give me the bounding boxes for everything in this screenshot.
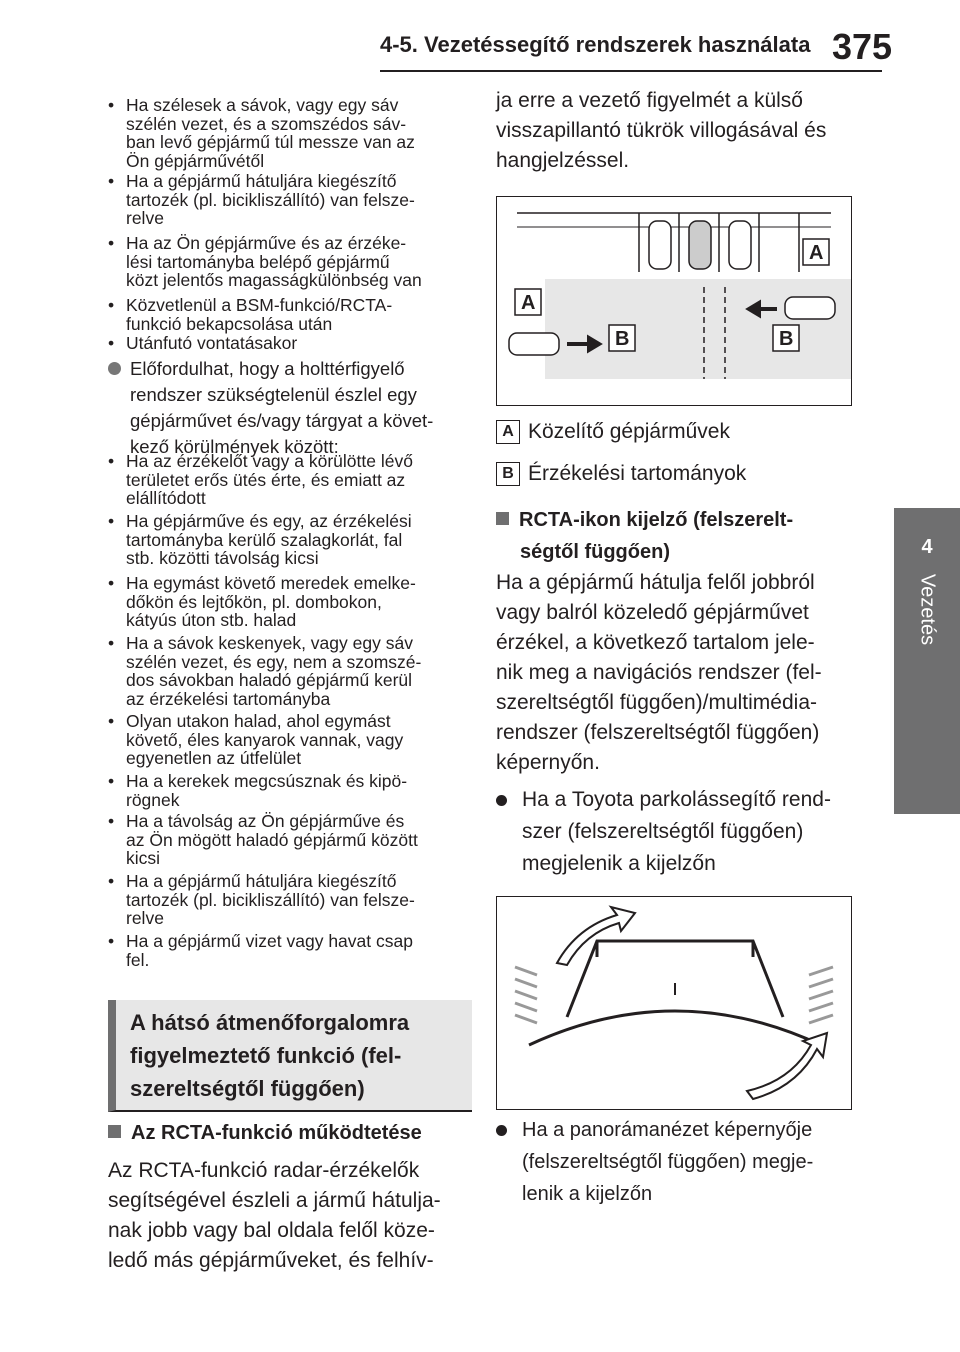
chapter-side-tab [894, 508, 960, 814]
legend-key: B [496, 462, 520, 486]
label-a: A [521, 292, 536, 314]
legend-key: A [496, 420, 520, 444]
detection-area [545, 279, 851, 379]
parked-car [689, 221, 711, 269]
square-bullet-icon [108, 1125, 121, 1138]
approaching-car [509, 333, 559, 355]
chapter-number: 4 [921, 536, 933, 558]
camera-screen-svg [497, 897, 851, 1109]
label-b: B [779, 328, 794, 350]
rcta-diagram [496, 196, 852, 406]
label-a: A [809, 242, 824, 264]
own-car [785, 297, 835, 319]
legend-item: A Közelítő gépjárművek [496, 420, 730, 444]
header-rule [380, 70, 882, 72]
page-number: 375 [832, 26, 893, 67]
camera-screen-image [496, 896, 852, 1110]
dot-bullet-icon [496, 795, 507, 806]
chapter-label: Vezetés [916, 573, 939, 646]
body-paragraph-continued: ja erre a vezető figyelmét a külső visszapillantó tükrök villogásával és hangjelzéssel. [496, 89, 827, 172]
subheading: RCTA-ikon kijelző (felszerelt- ségtől függően) [496, 504, 793, 568]
circle-bullet-icon [108, 362, 121, 375]
legend-item: B Érzékelési tartományok [496, 462, 746, 486]
parked-car [729, 221, 751, 269]
label-b: B [615, 328, 630, 350]
curved-arrow-icon [747, 1033, 827, 1099]
body-paragraph: Ha a gépjármű hátulja felől jobbról vagy balról közeledő gépjárművet érzékel, a következő tartalom jele- nik meg a navigációs rendszer (fel- szereltségtől függően)/multimédia- rendszer (felszereltségtől függően) képernyőn. [496, 571, 822, 774]
square-bullet-icon [496, 512, 509, 525]
section-heading: A hátsó átmenőforgalomra figyelmeztető funkció (fel- szereltségtől függően) [108, 1000, 472, 1112]
dot-bullet-icon [496, 1125, 507, 1136]
subheading: Az RCTA-funkció működtetése [108, 1122, 422, 1145]
running-header-title: 4-5. Vezetéssegítő rendszerek használata [380, 32, 811, 57]
parked-car [649, 221, 671, 269]
rcta-diagram-svg [497, 197, 851, 405]
body-paragraph: Az RCTA-funkció radar-érzékelők segítségével észleli a jármű hátulja- nak jobb vagy bal oldala felől köze- ledő más gépjárműveket, és felhív- [108, 1159, 441, 1272]
